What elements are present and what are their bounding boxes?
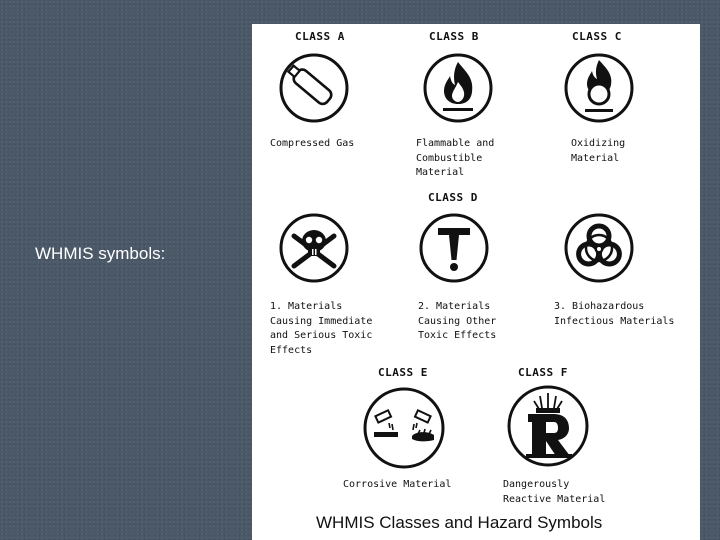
whmis-figure xyxy=(252,24,700,540)
class-d2-description: 2. Materials Causing Other Toxic Effects xyxy=(418,301,497,341)
class-e-heading: CLASS E xyxy=(378,366,428,379)
class-d3-description: 3. Biohazardous Infectious Materials xyxy=(554,301,675,327)
skull-crossbones-icon xyxy=(278,212,350,284)
t-exclamation-icon xyxy=(418,212,490,284)
class-e-description: Corrosive Material xyxy=(343,479,452,490)
gas-cylinder-icon xyxy=(278,52,350,124)
class-a-heading: CLASS A xyxy=(295,30,345,43)
class-c-description: Oxidizing Material xyxy=(571,138,626,164)
class-b-description: Flammable and Combustible Material xyxy=(416,138,495,178)
class-f-heading: CLASS F xyxy=(518,366,568,379)
slide-label: WHMIS symbols: xyxy=(35,244,166,263)
class-a-description: Compressed Gas xyxy=(270,138,355,149)
class-d1-description: 1. Materials Causing Immediate and Serious Toxic Effects xyxy=(270,301,373,356)
class-d-heading: CLASS D xyxy=(428,191,478,204)
flame-over-circle-icon xyxy=(563,52,635,124)
figure-caption: WHMIS Classes and Hazard Symbols xyxy=(316,513,603,532)
corrosion-icon xyxy=(362,386,446,470)
biohazard-icon xyxy=(563,212,635,284)
reactive-r-icon xyxy=(506,384,590,468)
flame-icon xyxy=(422,52,494,124)
class-f-description: Dangerously Reactive Material xyxy=(503,479,606,505)
class-c-heading: CLASS C xyxy=(572,30,622,43)
class-b-heading: CLASS B xyxy=(429,30,479,43)
